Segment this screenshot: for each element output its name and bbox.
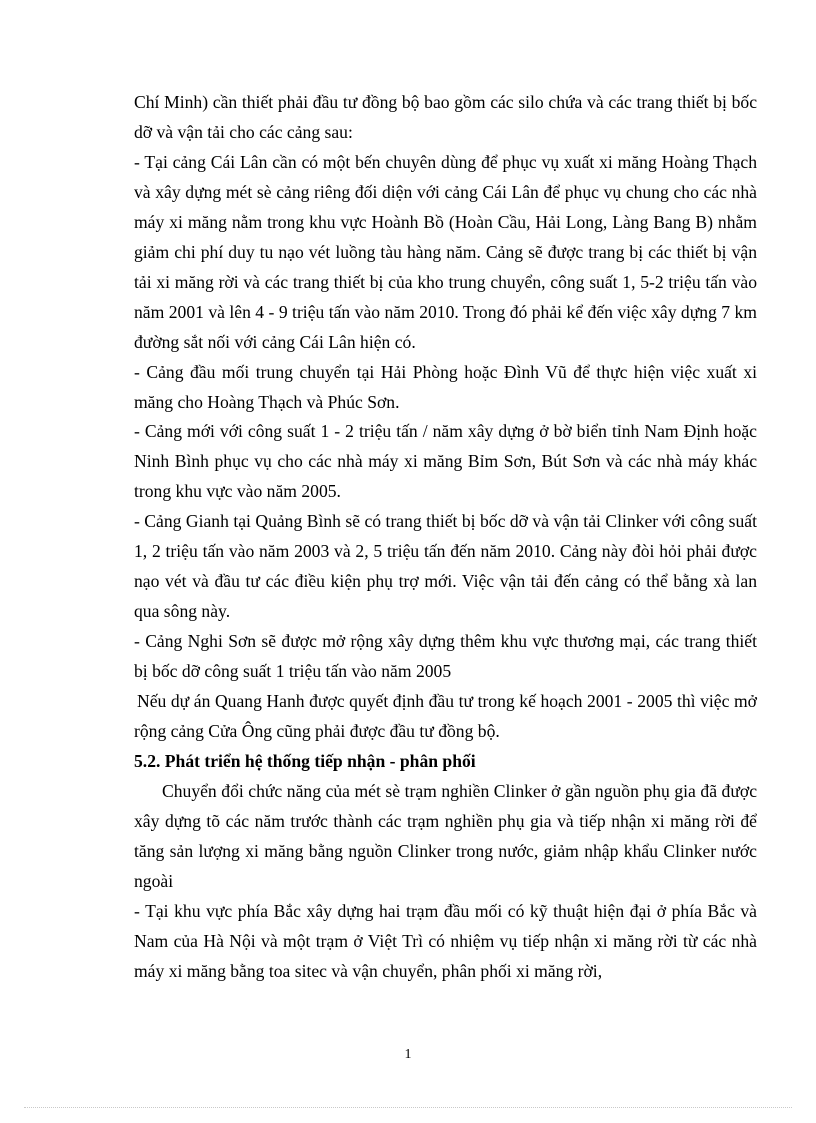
paragraph-intro: Chí Minh) cần thiết phải đầu tư đồng bộ bao gồm các silo chứa và các trang thiết bị bốc dỡ và vận tải cho các cảng sau: <box>134 92 757 142</box>
paragraph-nghi-son: - Cảng Nghi Sơn sẽ được mở rộng xây dựng thêm khu vực thương mại, các trang thiết bị bốc dỡ công suất 1 triệu tấn vào năm 2005 <box>134 631 757 682</box>
document-body <box>134 88 757 987</box>
page-number: 1 <box>404 1047 412 1062</box>
paragraph-hai-phong: - Cảng đầu mối trung chuyển tại Hải Phòng hoặc Đình Vũ để thực hiện việc xuất xi măng cho Hoàng Thạch và Phúc Sơn. <box>134 361 757 412</box>
paragraph-nam-dinh: - Cảng mới với công suất 1 - 2 triệu tấn / năm xây dựng ở bờ biển tỉnh Nam Định hoặc Ninh Bình phục vụ cho các nhà máy xi măng Bỉm Sơn, Bút Sơn và các nhà máy khác trong khu vực vào năm 2005. <box>134 421 757 502</box>
paragraph-quang-hanh: Nếu dự án Quang Hanh được quyết định đầu tư trong kế hoạch 2001 - 2005 thì việc mở rộng cảng Cửa Ông cũng phải được đầu tư đồng bộ. <box>134 691 757 742</box>
paragraph-north-region: - Tại khu vực phía Bắc xây dựng hai trạm đầu mối có kỹ thuật hiện đại ở phía Bắc và Nam của Hà Nội và một trạm ở Việt Trì có nhiệm vụ tiếp nhận xi măng rời từ các nhà máy xi măng bằng toa sitec và vận chuyển, phân phối xi măng rời, <box>134 900 757 981</box>
footer-divider <box>24 1107 792 1108</box>
paragraph-cai-lan: - Tại cảng Cái Lân cần có một bến chuyên dùng để phục vụ xuất xi măng Hoàng Thạch và xây dựng mét sè cảng riêng đối diện với cảng Cái Lân để phục vụ chung cho các nhà máy xi măng nằm trong khu vực Hoành Bồ (Hoàn Cầu, Hải Long, Làng Bang B) nhằm giảm chi phí duy tu nạo vét luồng tàu hàng năm. Cảng sẽ được trang bị các thiết bị vận tải xi măng rời và các trang thiết bị của kho trung chuyển, công suất 1, 5-2 triệu tấn vào năm 2001 và lên 4 - 9 triệu tấn vào năm 2010. Trong đó phải kể đến việc xây dựng 7 km đường sắt nối với cảng Cái Lân hiện có. <box>134 151 757 352</box>
paragraph-conversion: Chuyển đổi chức năng của mét sè trạm nghiền Clinker ở gần nguồn phụ gia đã được xây dựng tõ các năm trước thành các trạm nghiền phụ gia và tiếp nhận xi măng rời để tăng sản lượng xi măng bằng nguồn Clinker trong nước, giảm nhập khẩu Clinker nước ngoài <box>134 780 757 891</box>
paragraph-gianh: - Cảng Gianh tại Quảng Bình sẽ có trang thiết bị bốc dỡ và vận tải Clinker với công suất 1, 2 triệu tấn vào năm 2003 và 2, 5 triệu tấn đến năm 2010. Cảng này đòi hỏi phải được nạo vét và đầu tư các điều kiện phụ trợ mới. Việc vận tải đến cảng có thể bằng xà lan qua sông này. <box>134 511 757 622</box>
section-heading: 5.2. Phát triển hệ thống tiếp nhận - phân phối <box>134 750 476 771</box>
